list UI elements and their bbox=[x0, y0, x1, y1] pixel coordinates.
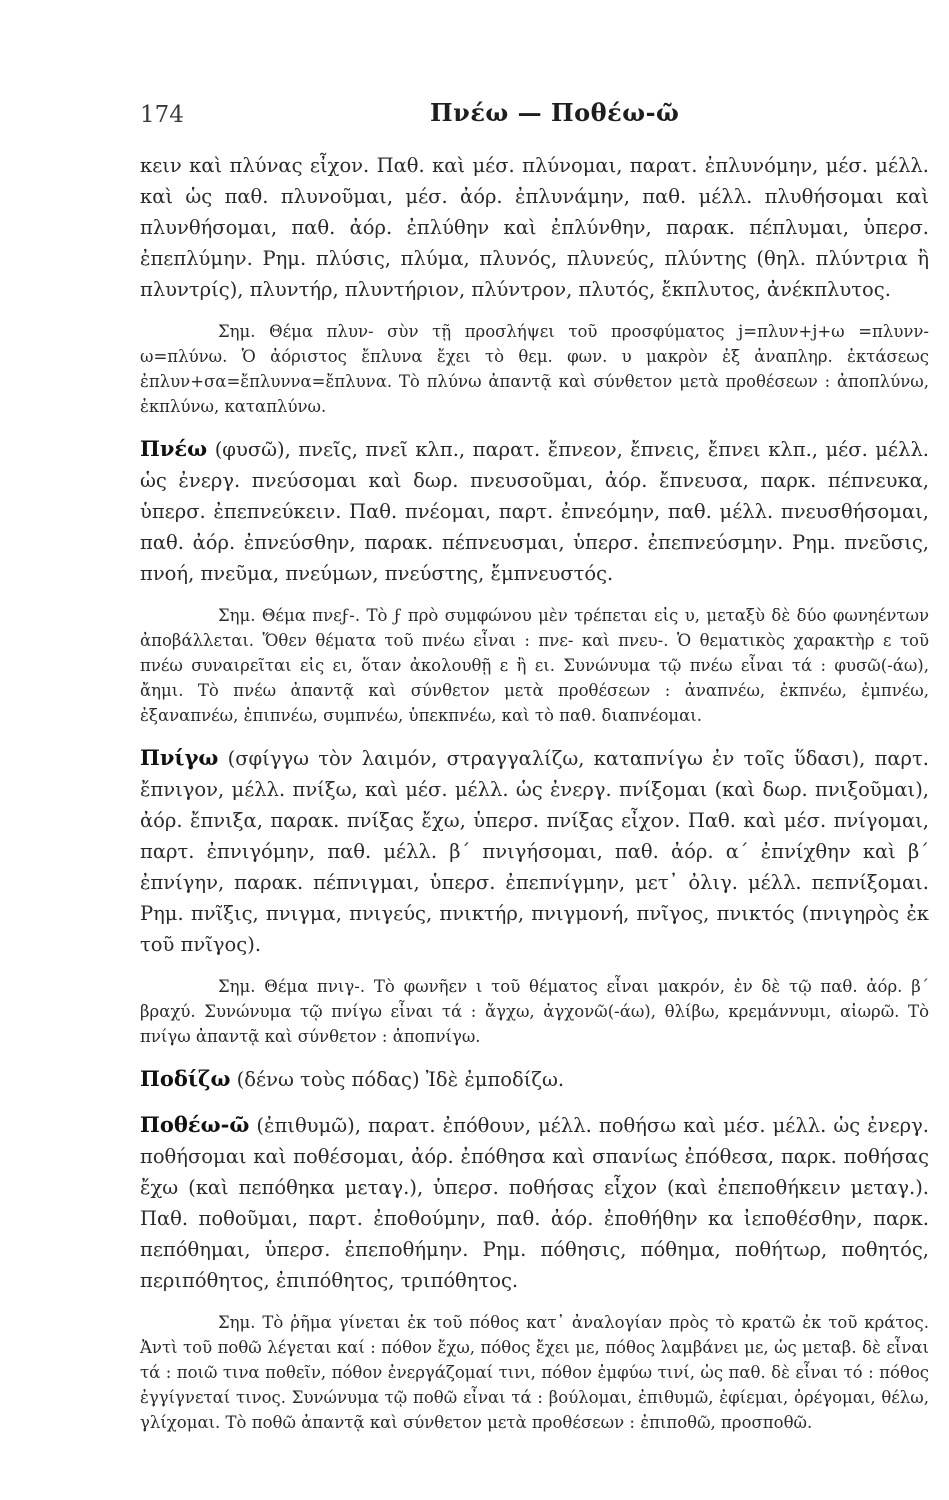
page-number: 174 bbox=[140, 102, 184, 128]
entry-text: (σφίγγω τὸν λαιμόν, στραγγαλίζω, καταπνίγω ἐν τοῖς ὕδασι), παρτ. ἔπνιγον, μέλλ. πνίξω, καὶ μέσ. μέλλ. ὡς ἐνεργ. πνίξομαι (καὶ δωρ. πνιξοῦμαι), ἀόρ. ἔπνιξα, παρακ. πνίξας ἔχω, ὑπερσ. πνίξας εἶχον. Παθ. καὶ μέσ. πνίγομαι, παρτ. ἐπνιγόμην, παθ. μέλλ. β΄ πνιγήσομαι, παθ. ἀόρ. α΄ ἐπνίχθην καὶ β΄ ἐπνίγην, παρακ. πέπνιγμαι, ὑπερσ. ἐπεπνίγμην, μετ᾿ ὀλιγ. μέλλ. πεπνίξομαι. Ρημ. πνῖξις, πνιγμα, πνιγεύς, πνικτήρ, πνιγμονή, πνῖγος, πνικτός (πνιγηρὸς ἐκ τοῦ πνῖγος). bbox=[140, 747, 929, 956]
entry-potheo bbox=[140, 1109, 929, 1296]
entry-text: κειν καὶ πλύνας εἶχον. Παθ. καὶ μέσ. πλύνομαι, παρατ. ἐπλυνόμην, μέσ. μέλλ. καὶ ὡς παθ. πλυνοῦμαι, μέσ. ἀόρ. ἐπλυνάμην, παθ. μέλλ. πλυθήσομαι καὶ πλυνθήσομαι, παθ. ἀόρ. ἐπλύθην καὶ ἐπλύνθην, παρακ. πέπλυμαι, ὑπερσ. ἐπεπλύμην. Ρημ. πλύσις, πλύμα, πλυνός, πλυνεύς, πλύντης (θηλ. πλύντρια ἢ πλυντρίς), πλυντήρ, πλυντήριον, πλύντρον, πλυτός, ἔκπλυτος, ἀνέκπλυτος. bbox=[140, 154, 929, 301]
entry-headword: Ποδίζω bbox=[140, 1066, 231, 1091]
entry-podizo bbox=[140, 1063, 929, 1095]
entry-text: (ἐπιθυμῶ), παρατ. ἐπόθουν, μέλλ. ποθήσω καὶ μέσ. μέλλ. ὡς ἐνεργ. ποθήσομαι καὶ ποθέσομαι, ἀόρ. ἐπόθησα καὶ σπανίως ἐπόθεσα, παρκ. ποθήσας ἔχω (καὶ πεπόθηκα μεταγ.), ὑπερσ. ποθήσας εἶχον (καὶ ἐπεποθήκειν μεταγ.). Παθ. ποθοῦμαι, παρτ. ἐποθούμην, παθ. ἀόρ. ἐποθήθην κα ἰεποθέσθην, παρκ. πεπόθημαι, ὑπερσ. ἐπεποθήμην. Ρημ. πόθησις, πόθημα, ποθήτωρ, ποθητός, περιπόθητος, ἐπιπόθητος, τριπόθητος. bbox=[140, 1114, 929, 1292]
entry-continuation bbox=[140, 150, 929, 305]
entry-headword: Ποθέω-ῶ bbox=[140, 1112, 250, 1137]
entry-headword: Πνέω bbox=[140, 436, 208, 461]
entry-headword: Πνίγω bbox=[140, 745, 219, 770]
entry-text: (φυσῶ), πνεῖς, πνεῖ κλπ., παρατ. ἔπνεον, ἔπνεις, ἔπνει κλπ., μέσ. μέλλ. ὡς ἐνεργ. πνεύσομαι καὶ δωρ. πνευσοῦμαι, ἀόρ. ἔπνευσα, παρκ. πέπνευκα, ὑπερσ. ἐπεπνεύκειν. Παθ. πνέομαι, παρτ. ἐπνεόμην, παθ. μέλλ. πνευσθήσομαι, παθ. ἀόρ. ἐπνεύσθην, παρακ. πέπνευσμαι, ὑπερσ. ἐπεπνεύσμην. Ρημ. πνεῦσις, πνοή, πνεῦμα, πνεύμων, πνεύστης, ἔμπνευστός. bbox=[140, 438, 929, 585]
entry-text: (δένω τοὺς πόδας) Ἰδὲ ἐμποδίζω. bbox=[236, 1068, 565, 1091]
entry-pnigo bbox=[140, 742, 929, 960]
dictionary-content bbox=[140, 150, 929, 1449]
note-text: Σημ. Θέμα πλυν- σὺν τῇ προσλήψει τοῦ προσφύματος j=πλυν+j+ω =πλυνν-ω=πλύνω. Ὁ ἀόριστος ἔπλυνα ἔχει τὸ θεμ. φων. υ μακρὸν ἐξ ἀναπληρ. ἐκτάσεως ἐπλυν+σα=ἔπλυννα=ἔπλυνα. Τὸ πλύνω ἀπαντᾷ καὶ σύνθετον μετὰ προθέσεων : ἀποπλύνω, ἐκπλύνω, καταπλύνω. bbox=[140, 322, 929, 416]
entry-note bbox=[140, 603, 929, 728]
note-text: Σημ. Θέμα πνεϝ-. Τὸ ϝ πρὸ συμφώνου μὲν τρέπεται εἰς υ, μεταξὺ δὲ δύο φωνηέντων ἀποβάλλεται. Ὅθεν θέματα τοῦ πνέω εἶναι : πνε- καὶ πνευ-. Ὁ θεματικὸς χαρακτὴρ ε τοῦ πνέω συναιρεῖται εἰς ει, ὅταν ἀκολουθῇ ε ἢ ει. Συνώνυμα τῷ πνέω εἶναι τά : φυσῶ(-άω), ἄημι. Τὸ πνέω ἀπαντᾷ καὶ σύνθετον μετὰ προθέσεων : ἀναπνέω, ἐκπνέω, ἐμπνέω, ἐξαναπνέω, ἐπιπνέω, συμπνέω, ὑπεκπνέω, καὶ τὸ παθ. διαπνέομαι. bbox=[140, 606, 929, 725]
note-text: Σημ. Θέμα πνιγ-. Τὸ φωνῆεν ι τοῦ θέματος εἶναι μακρόν, ἐν δὲ τῷ παθ. ἀόρ. β΄ βραχύ. Συνώνυμα τῷ πνίγω εἶναι τά : ἄγχω, ἀγχονῶ(-άω), θλίβω, κρεμάννυμι, αἰωρῶ. Τὸ πνίγω ἀπαντᾷ καὶ σύνθετον : ἀποπνίγω. bbox=[140, 977, 929, 1046]
running-head bbox=[140, 98, 929, 134]
entry-note bbox=[140, 974, 929, 1049]
note-text: Σημ. Τὸ ῥῆμα γίνεται ἐκ τοῦ πόθος κατ᾿ ἀναλογίαν πρὸς τὸ κρατῶ ἐκ τοῦ κράτος. Ἀντὶ τοῦ ποθῶ λέγεται καί : πόθον ἔχω, πόθος ἔχει με, πόθος λαμβάνει με, ὡς μεταβ. δὲ εἶναι τά : ποιῶ τινα ποθεῖν, πόθον ἐνεργάζομαί τινι, πόθον ἐμφύω τινί, ὡς παθ. δὲ εἶναι τό : πόθος ἐγγίγνεταί τινος. Συνώνυμα τῷ ποθῶ εἶναι τά : βούλομαι, ἐπιθυμῶ, ἐφίεμαι, ὀρέγομαι, θέλω, γλίχομαι. Τὸ ποθῶ ἀπαντᾷ καὶ σύνθετον μετὰ προθέσεων : ἐπιποθῶ, προσποθῶ. bbox=[140, 1313, 929, 1432]
running-title: Πνέω — Ποθέω-ῶ bbox=[430, 98, 680, 127]
entry-note bbox=[140, 1310, 929, 1435]
entry-pneo bbox=[140, 433, 929, 589]
entry-note bbox=[140, 319, 929, 419]
